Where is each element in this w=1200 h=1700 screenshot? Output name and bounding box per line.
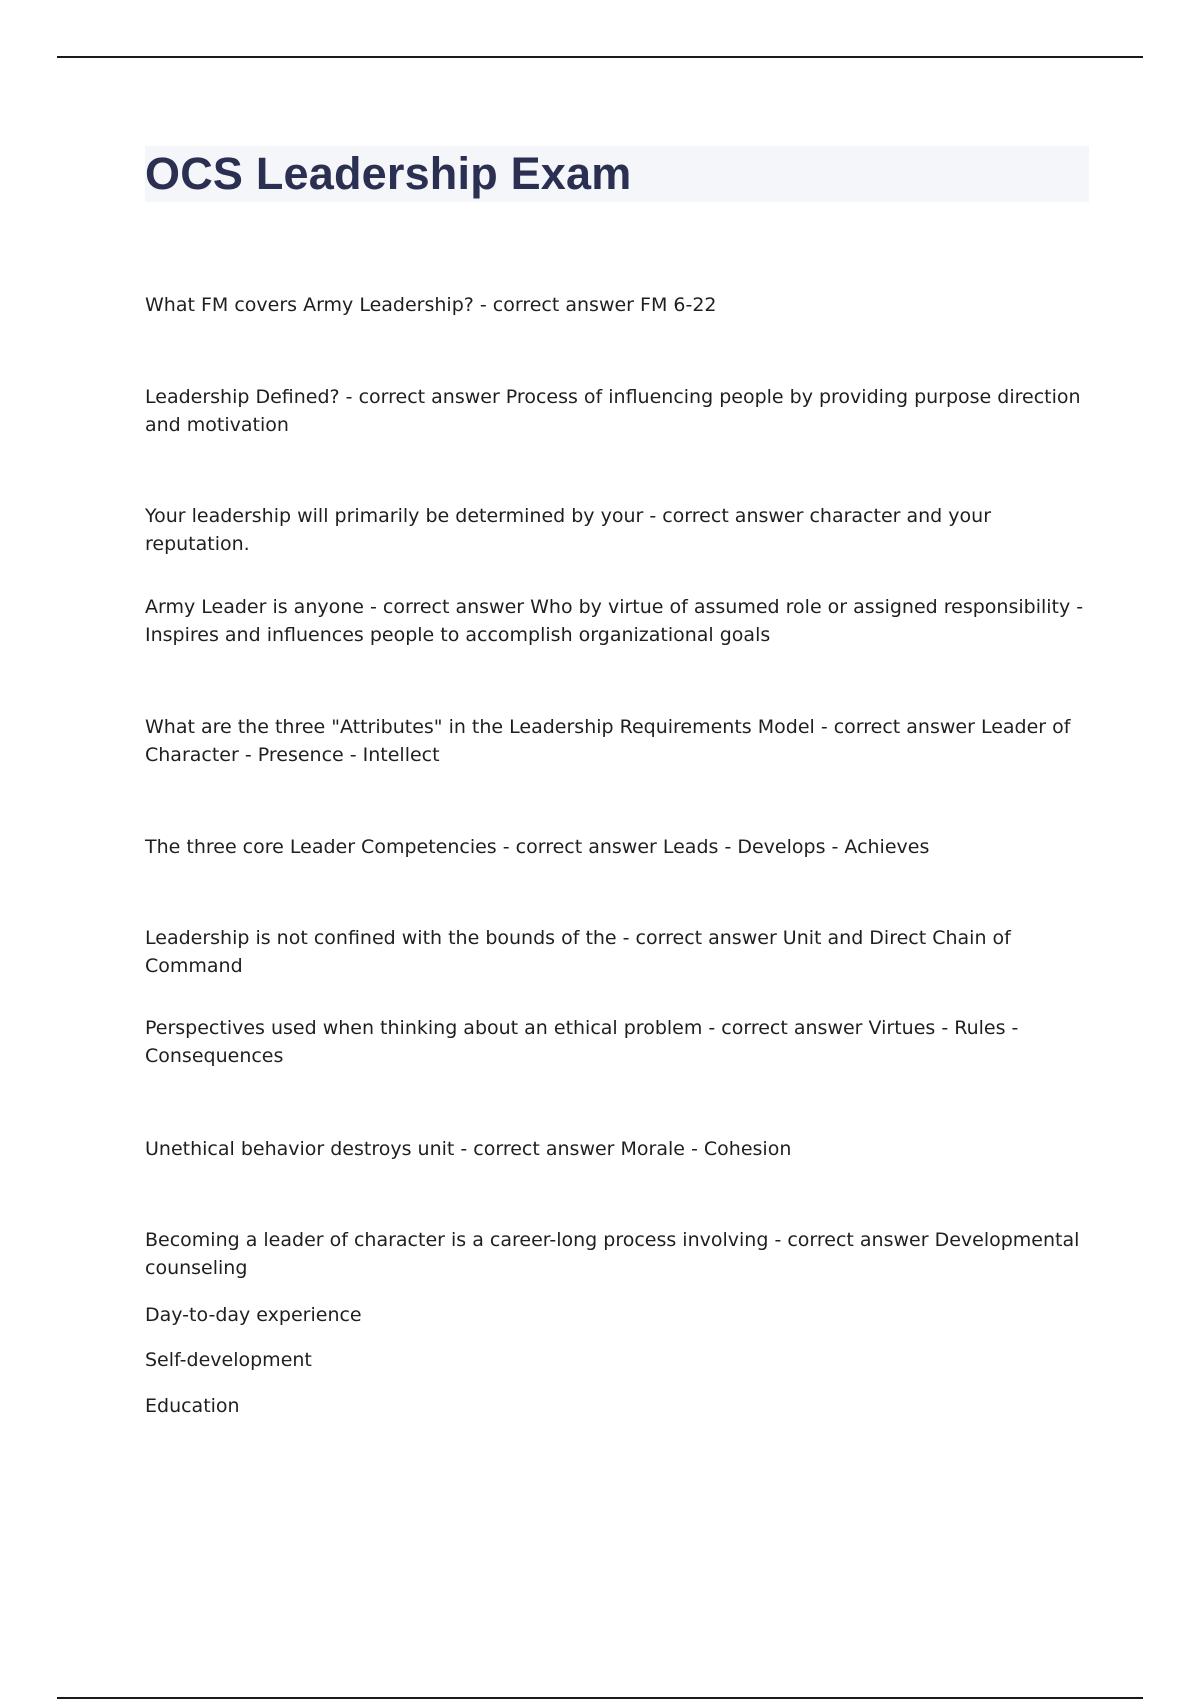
answer-sub-item-2: Self-development <box>145 1349 312 1371</box>
qa-item-7: Leadership is not confined with the bounds of the - correct answer Unit and Direct Chain of Command <box>145 927 1011 977</box>
answer-sub-item-1: Day-to-day experience <box>145 1304 362 1326</box>
qa-item-5: What are the three "Attributes" in the Leadership Requirements Model - correct answer Leader of Character - Presence - Intellect <box>145 716 1071 766</box>
qa-item-4: Army Leader is anyone - correct answer Who by virtue of assumed role or assigned responsibility - Inspires and influences people to accomplish organizational goals <box>145 596 1084 646</box>
qa-item-6: The three core Leader Competencies - correct answer Leads - Develops - Achieves <box>145 836 930 858</box>
answer-sub-item-3: Education <box>145 1395 240 1417</box>
top-rule <box>57 56 1143 58</box>
qa-item-10: Becoming a leader of character is a career-long process involving - correct answer Developmental counseling <box>145 1229 1080 1279</box>
qa-item-1: What FM covers Army Leadership? - correct answer FM 6-22 <box>145 294 717 316</box>
page-title: OCS Leadership Exam <box>145 148 632 199</box>
qa-item-2: Leadership Defined? - correct answer Process of influencing people by providing purpose direction and motivation <box>145 386 1081 436</box>
bottom-rule <box>57 1697 1143 1699</box>
qa-item-8: Perspectives used when thinking about an ethical problem - correct answer Virtues - Rules - Consequences <box>145 1017 1019 1067</box>
qa-item-9: Unethical behavior destroys unit - correct answer Morale - Cohesion <box>145 1138 792 1160</box>
qa-item-3: Your leadership will primarily be determined by your - correct answer character and your reputation. <box>145 505 992 555</box>
